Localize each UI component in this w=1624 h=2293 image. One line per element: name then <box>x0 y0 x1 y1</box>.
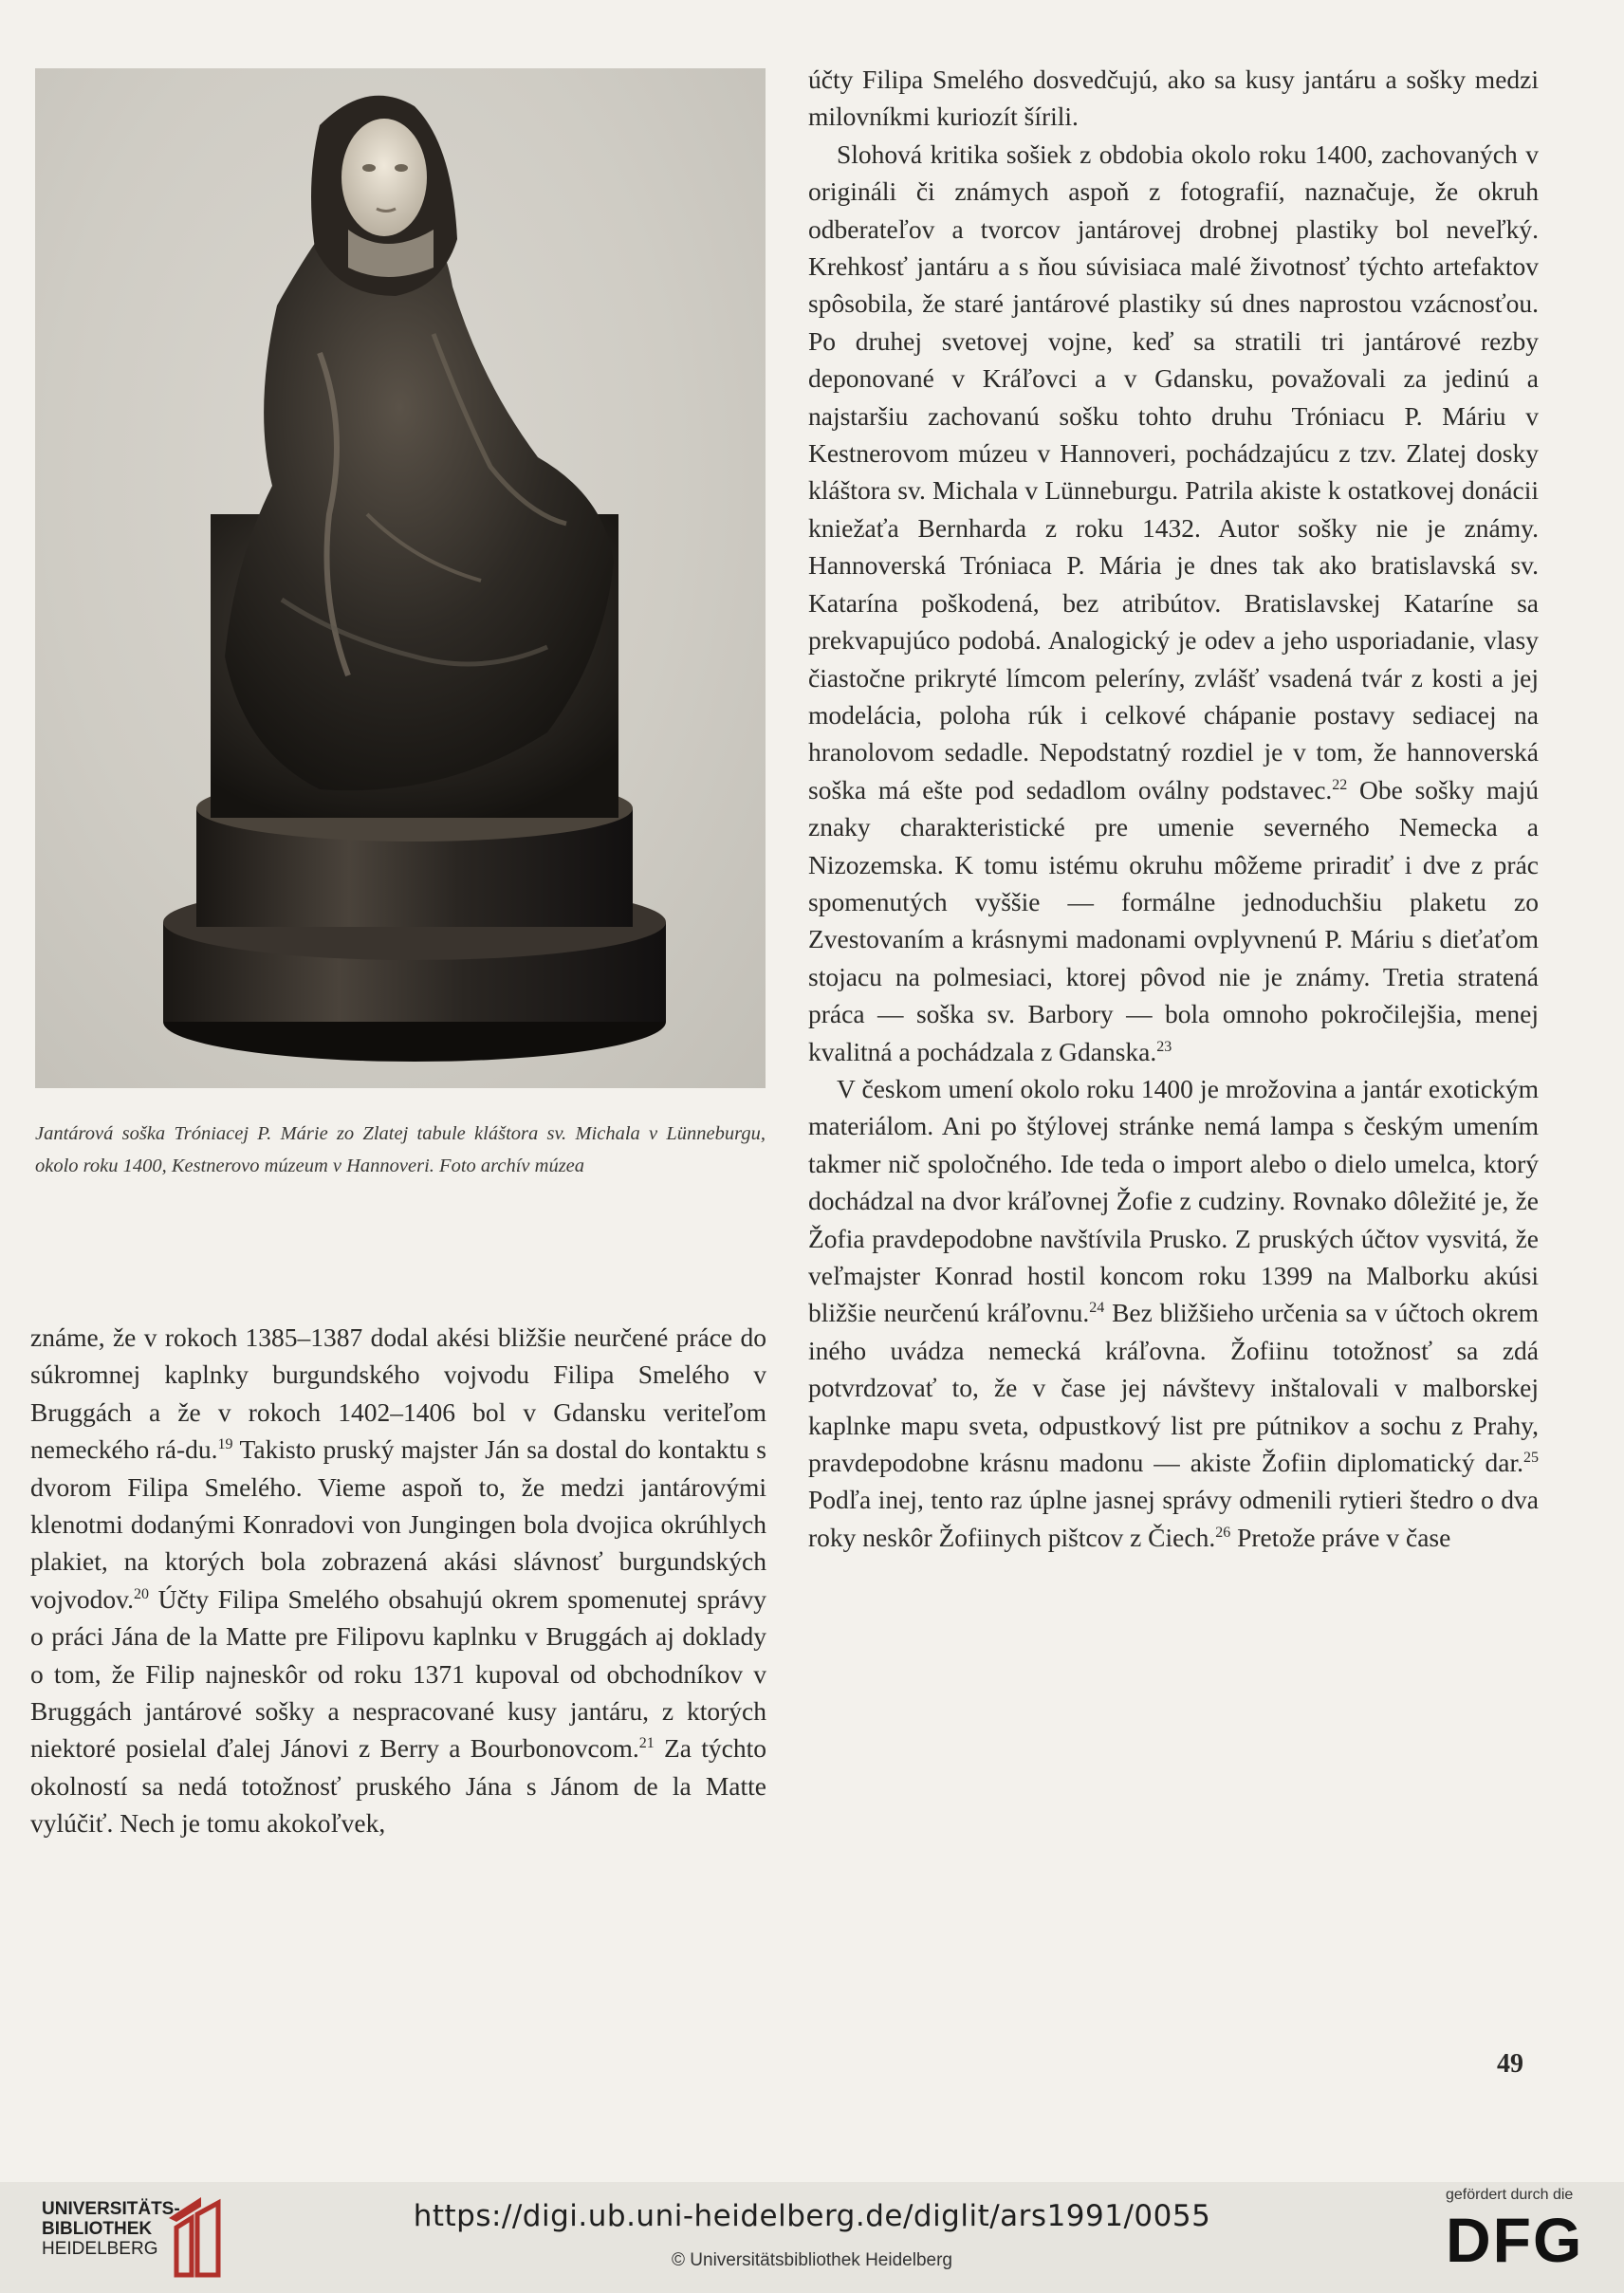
footnote-ref: 20 <box>133 1585 149 1602</box>
text-segment: Takisto pruský majster Ján sa dostal do kontaktu s dvorom Filipa Smelého. Vieme aspoň to, že medzi jantárovými klenotmi dodanými Konradovi von Jungingen bola dvojica okrúhlych plakiet, na ktorých bola zobrazená akási slávnosť burgundských vojvodov. <box>30 1434 766 1614</box>
text-segment: Podľa inej, tento raz úplne jasnej správy odmenili rytieri štedro o dva roky neskôr Žofiinych pištcov z Čiech. <box>808 1485 1539 1552</box>
text-segment: Slohová kritika sošiek z obdobia okolo roku 1400, zachovaných v origináli či známych aspoň z fotografií, naznačuje, že okruh odberateľov a tvorcov jantárovej drobnej plastiky bol neveľký. Krehkosť jantáru a s ňou súvisiaca malé životnosť týchto artefaktov spôsobila, že staré jantárové plastiky sú dnes naprostou vzácnosťou. Po druhej svetovej vojne, keď sa stratili tri jantárové rezby deponované v Kráľovci a v Gdansku, považovali za jedinú a najstaršiu zachovanú sošku tohto druhu Tróniacu P. Máriu v Kestnerovom múzeu v Hannoveri, pochádzajúcu z tzv. Zlatej dosky kláštora sv. Michala v Lünneburgu. Patrila akiste k ostatkovej donácii kniežaťa Bernharda z roku 1432. Autor sošky nie je známy. Hannoverská Tróniaca P. Mária je dnes tak ako bratislavská sv. Katarína poškodená, bez atribútov. Bratislavskej Kataríne sa prekvapujúco podobá. Analogický je odev a jeho usporiadanie, vlasy čiastočne prikryté límcom peleríny, zvlášť vsadená tvár z kosti a jej modelácia, poloha rúk i celkové chápanie postavy sediacej na hranolovom sedadle. Nepodstatný rozdiel je v tom, že hannoverská soška má ešte pod sedadlom oválny podstavec. <box>808 139 1539 804</box>
footnote-ref: 24 <box>1089 1300 1105 1317</box>
statuette-image <box>35 68 766 1088</box>
text-segment: Pretože práve v čase <box>1230 1522 1451 1552</box>
text-segment: V českom umení okolo roku 1400 je mrožovina a jantár exotickým materiálom. Ani po štýlovej stránke nemá lampa s českým umením takmer nič spoločného. Ide teda o import alebo o dielo umelca, ktorý dochádzal na dvor kráľovnej Žofie z cudziny. Rovnako dôležité je, že Žofia pravdepodobne navštívila Prusko. Z pruských účtov vysvitá, že veľmajster Konrad hostil koncom roku 1399 na Malborku akúsi bližšie neurčenú kráľovnu. <box>808 1073 1539 1328</box>
statuette-photo <box>35 68 766 1088</box>
text-segment: Za týchto okolností sa nedá totožnosť pruského Jána s Jánom de la Matte vylúčiť. Nech je tomu akokoľvek, <box>30 1733 766 1839</box>
text-segment: známe, že v rokoch 1385–1387 dodal akési bližšie neurčené práce do súkromnej kaplnky burgundského vojvodu Filipa Smelého v Bruggách a že v rokoch 1402–1406 bol v Gdansku veriteľom nemeckého rá-du. <box>30 1322 766 1465</box>
figure-caption <box>35 1118 766 1182</box>
paragraph <box>30 1319 766 1842</box>
figure-caption-text: Jantárová soška Tróniacej P. Márie zo Zlatej tabule kláštora sv. Michala v Lünneburgu, okolo roku 1400, Kestnerovo múzeum v Hannoveri. Foto archív múzea <box>35 1123 766 1176</box>
footnote-ref: 23 <box>1156 1038 1172 1055</box>
permalink-url[interactable]: https://digi.ub.uni-heidelberg.de/diglit/ars1991/0055 <box>413 2199 1211 2233</box>
library-name-line1: UNIVERSITÄTS- <box>42 2199 180 2219</box>
left-text-column <box>30 1319 766 1842</box>
library-name-line2: BIBLIOTHEK <box>42 2219 153 2239</box>
footnote-ref: 19 <box>217 1436 233 1453</box>
page-number: 49 <box>1497 2049 1523 2079</box>
funding-label: gefördert durch die <box>1446 2187 1574 2203</box>
footnote-ref: 22 <box>1332 776 1348 793</box>
right-text-column <box>808 61 1539 1556</box>
footnote-ref: 26 <box>1215 1524 1231 1541</box>
footnote-ref: 21 <box>638 1735 655 1752</box>
footnote-ref: 25 <box>1523 1449 1539 1466</box>
text-segment: Obe sošky majú znaky charakteristické pre umenie severného Nemecka a Nizozemska. K tomu istému okruhu môžeme priradiť i dve z prác spomenutých vyššie — formálne jednoduchšiu plaketu zo Zvestovaním a krásnymi madonami ovplyvnenú P. Máriu s dieťaťom stojacu na polmesiaci, ktorej pôvod nie je známy. Tretia stratená práca — soška sv. Barbory — bola omnoho pokročilejšia, menej kvalitná a pochádzala z Gdanska. <box>808 774 1539 1066</box>
paragraph <box>808 1070 1539 1556</box>
paragraph <box>808 136 1539 1070</box>
paragraph: účty Filipa Smelého dosvedčujú, ako sa kusy jantáru a sošky medzi milovníkmi kuriozít šírili. <box>808 65 1539 132</box>
dfg-logo[interactable]: DFG <box>1446 2205 1584 2275</box>
text-segment: Bez bližšieho určenia sa v účtoch okrem iného uvádza nemecká kráľovna. Žofiinu totožnosť sa zdá potvrdzovať to, že v čase jej návštevy inštalovali v malborskej kaplnke mapu sveta, odpustkový list pre pútnikov a sochu z Prahy, pravdepodobne krásnu madonu — akiste Žofiin diplomatický dar. <box>808 1298 1539 1478</box>
copyright-notice: © Universitätsbibliothek Heidelberg <box>672 2250 952 2270</box>
text-segment: Účty Filipa Smelého obsahujú okrem spomenutej správy o práci Jána de la Matte pre Filipovu kaplnku v Bruggách aj doklady o tom, že Filip najneskôr od roku 1371 kupoval od obchodníkov v Bruggách jantárové sošky a nespracované kusy jantáru, z ktorých niektoré posielal ďalej Jánovi z Berry a Bourbonovcom. <box>30 1583 766 1764</box>
library-name-line3: HEIDELBERG <box>42 2239 158 2259</box>
